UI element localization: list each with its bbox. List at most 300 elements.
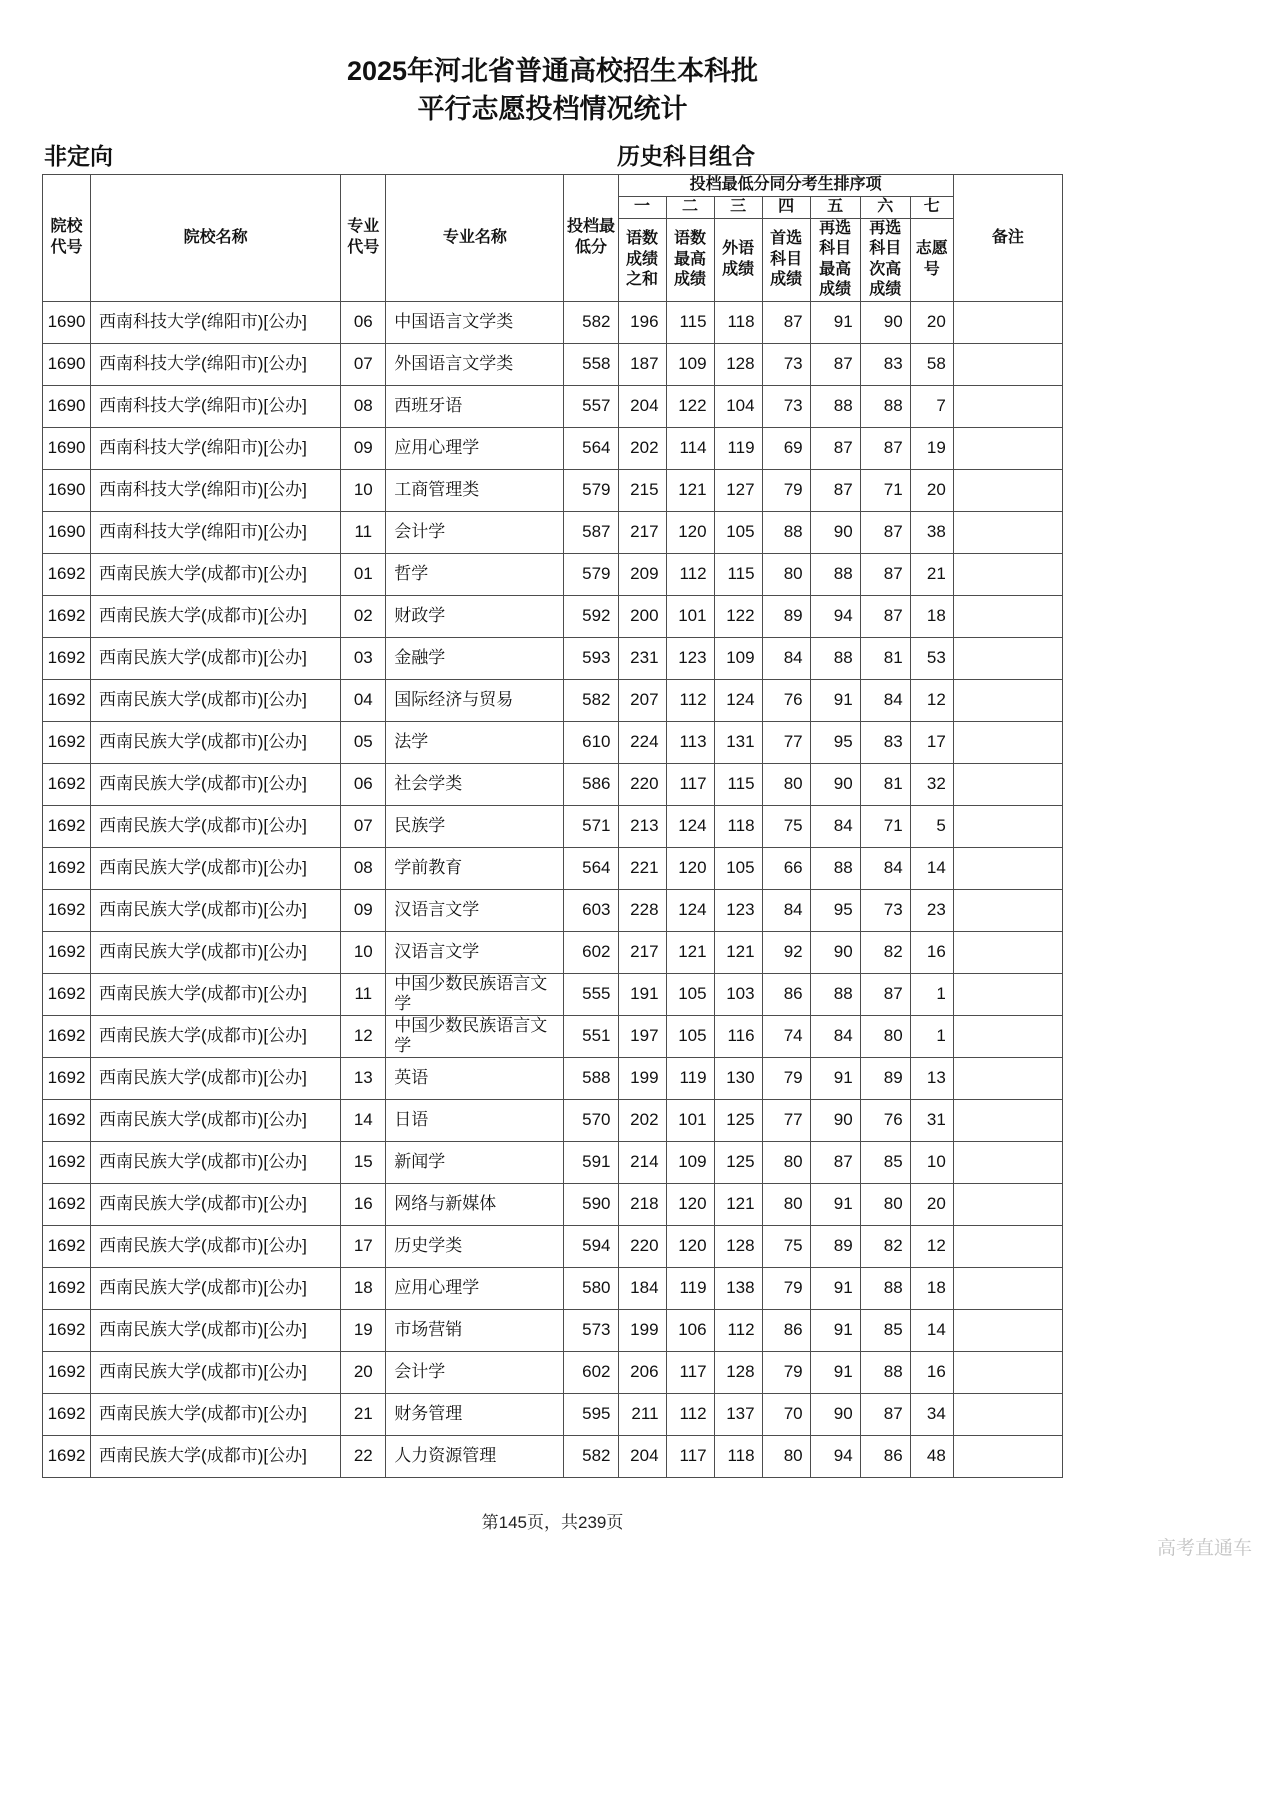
plan-type-label: 非定向 bbox=[44, 143, 113, 169]
cell-college-code: 1690 bbox=[43, 469, 91, 511]
cell-tiebreak-4: 89 bbox=[762, 595, 810, 637]
cell-college-code: 1690 bbox=[43, 427, 91, 469]
cell-college-code: 1692 bbox=[43, 931, 91, 973]
header-tiebreak-2-label: 语数最高成绩 bbox=[666, 219, 714, 302]
cell-tiebreak-3: 116 bbox=[714, 1015, 762, 1057]
cell-min-score: 592 bbox=[564, 595, 618, 637]
cell-remarks bbox=[953, 973, 1062, 1015]
cell-tiebreak-3: 127 bbox=[714, 469, 762, 511]
cell-tiebreak-1: 191 bbox=[618, 973, 666, 1015]
cell-min-score: 582 bbox=[564, 1435, 618, 1477]
table-row bbox=[43, 511, 1063, 553]
cell-major-name: 财务管理 bbox=[386, 1393, 564, 1435]
table-row bbox=[43, 1351, 1063, 1393]
cell-min-score: 555 bbox=[564, 973, 618, 1015]
cell-tiebreak-1: 217 bbox=[618, 511, 666, 553]
cell-tiebreak-6: 85 bbox=[860, 1309, 910, 1351]
cell-major-name: 应用心理学 bbox=[386, 427, 564, 469]
cell-college-name: 西南科技大学(绵阳市)[公办] bbox=[91, 511, 341, 553]
cell-tiebreak-4: 79 bbox=[762, 1351, 810, 1393]
header-tiebreak-3-num: 三 bbox=[714, 197, 762, 219]
cell-tiebreak-7: 17 bbox=[910, 721, 953, 763]
cell-college-code: 1692 bbox=[43, 1099, 91, 1141]
cell-tiebreak-4: 80 bbox=[762, 1141, 810, 1183]
cell-major-name: 历史学类 bbox=[386, 1225, 564, 1267]
cell-college-name: 西南科技大学(绵阳市)[公办] bbox=[91, 385, 341, 427]
cell-college-name: 西南民族大学(成都市)[公办] bbox=[91, 1351, 341, 1393]
cell-major-code: 10 bbox=[341, 931, 386, 973]
cell-tiebreak-1: 204 bbox=[618, 385, 666, 427]
cell-major-code: 16 bbox=[341, 1183, 386, 1225]
cell-tiebreak-4: 84 bbox=[762, 637, 810, 679]
cell-min-score: 551 bbox=[564, 1015, 618, 1057]
cell-college-name: 西南科技大学(绵阳市)[公办] bbox=[91, 427, 341, 469]
cell-tiebreak-5: 91 bbox=[810, 1267, 860, 1309]
cell-tiebreak-3: 137 bbox=[714, 1393, 762, 1435]
cell-tiebreak-2: 119 bbox=[666, 1057, 714, 1099]
cell-major-code: 05 bbox=[341, 721, 386, 763]
cell-major-code: 11 bbox=[341, 973, 386, 1015]
cell-tiebreak-3: 115 bbox=[714, 763, 762, 805]
cell-min-score: 564 bbox=[564, 847, 618, 889]
cell-major-name: 工商管理类 bbox=[386, 469, 564, 511]
cell-tiebreak-1: 220 bbox=[618, 1225, 666, 1267]
cell-tiebreak-7: 18 bbox=[910, 1267, 953, 1309]
cell-tiebreak-3: 130 bbox=[714, 1057, 762, 1099]
cell-major-code: 22 bbox=[341, 1435, 386, 1477]
cell-college-name: 西南民族大学(成都市)[公办] bbox=[91, 637, 341, 679]
cell-tiebreak-1: 213 bbox=[618, 805, 666, 847]
cell-tiebreak-2: 124 bbox=[666, 889, 714, 931]
table-row bbox=[43, 469, 1063, 511]
cell-remarks bbox=[953, 1099, 1062, 1141]
cell-tiebreak-2: 121 bbox=[666, 931, 714, 973]
cell-tiebreak-1: 231 bbox=[618, 637, 666, 679]
table-row bbox=[43, 1141, 1063, 1183]
cell-major-code: 10 bbox=[341, 469, 386, 511]
cell-major-name: 市场营销 bbox=[386, 1309, 564, 1351]
cell-tiebreak-6: 82 bbox=[860, 1225, 910, 1267]
cell-major-code: 06 bbox=[341, 763, 386, 805]
cell-tiebreak-1: 196 bbox=[618, 301, 666, 343]
cell-tiebreak-5: 90 bbox=[810, 1099, 860, 1141]
cell-tiebreak-5: 90 bbox=[810, 511, 860, 553]
table-row bbox=[43, 805, 1063, 847]
cell-tiebreak-3: 104 bbox=[714, 385, 762, 427]
cell-tiebreak-7: 32 bbox=[910, 763, 953, 805]
cell-tiebreak-6: 84 bbox=[860, 679, 910, 721]
cell-tiebreak-2: 120 bbox=[666, 1183, 714, 1225]
cell-tiebreak-1: 228 bbox=[618, 889, 666, 931]
header-tiebreak-4-num: 四 bbox=[762, 197, 810, 219]
cell-tiebreak-7: 58 bbox=[910, 343, 953, 385]
cell-remarks bbox=[953, 301, 1062, 343]
cell-min-score: 579 bbox=[564, 469, 618, 511]
cell-tiebreak-6: 87 bbox=[860, 595, 910, 637]
cell-remarks bbox=[953, 511, 1062, 553]
cell-min-score: 571 bbox=[564, 805, 618, 847]
cell-tiebreak-2: 121 bbox=[666, 469, 714, 511]
cell-remarks bbox=[953, 595, 1062, 637]
header-major-code: 专业代号 bbox=[341, 175, 386, 302]
cell-college-name: 西南民族大学(成都市)[公办] bbox=[91, 1141, 341, 1183]
cell-college-name: 西南民族大学(成都市)[公办] bbox=[91, 1183, 341, 1225]
cell-college-code: 1692 bbox=[43, 1351, 91, 1393]
cell-major-name: 社会学类 bbox=[386, 763, 564, 805]
cell-tiebreak-4: 80 bbox=[762, 763, 810, 805]
cell-tiebreak-6: 88 bbox=[860, 385, 910, 427]
cell-tiebreak-7: 20 bbox=[910, 1183, 953, 1225]
table-row bbox=[43, 385, 1063, 427]
cell-major-code: 12 bbox=[341, 1015, 386, 1057]
cell-remarks bbox=[953, 1015, 1062, 1057]
table-row bbox=[43, 1435, 1063, 1477]
header-college-name: 院校名称 bbox=[91, 175, 341, 302]
cell-tiebreak-6: 88 bbox=[860, 1351, 910, 1393]
cell-major-code: 08 bbox=[341, 847, 386, 889]
cell-college-code: 1692 bbox=[43, 805, 91, 847]
cell-min-score: 570 bbox=[564, 1099, 618, 1141]
cell-college-name: 西南民族大学(成都市)[公办] bbox=[91, 1309, 341, 1351]
cell-tiebreak-7: 21 bbox=[910, 553, 953, 595]
header-tiebreak-1-label: 语数成绩之和 bbox=[618, 219, 666, 302]
cell-tiebreak-5: 84 bbox=[810, 1015, 860, 1057]
header-tiebreak-7-num: 七 bbox=[910, 197, 953, 219]
cell-remarks bbox=[953, 1225, 1062, 1267]
cell-college-code: 1692 bbox=[43, 679, 91, 721]
cell-tiebreak-1: 220 bbox=[618, 763, 666, 805]
cell-tiebreak-4: 73 bbox=[762, 343, 810, 385]
cell-tiebreak-4: 76 bbox=[762, 679, 810, 721]
cell-tiebreak-2: 117 bbox=[666, 763, 714, 805]
cell-tiebreak-5: 90 bbox=[810, 763, 860, 805]
cell-college-code: 1692 bbox=[43, 1435, 91, 1477]
cell-major-code: 21 bbox=[341, 1393, 386, 1435]
cell-min-score: 582 bbox=[564, 679, 618, 721]
table-row bbox=[43, 763, 1063, 805]
cell-tiebreak-6: 73 bbox=[860, 889, 910, 931]
cell-tiebreak-1: 207 bbox=[618, 679, 666, 721]
cell-major-name: 网络与新媒体 bbox=[386, 1183, 564, 1225]
cell-tiebreak-2: 112 bbox=[666, 553, 714, 595]
cell-major-name: 会计学 bbox=[386, 1351, 564, 1393]
cell-major-name: 应用心理学 bbox=[386, 1267, 564, 1309]
cell-tiebreak-4: 80 bbox=[762, 553, 810, 595]
cell-remarks bbox=[953, 427, 1062, 469]
cell-major-name: 民族学 bbox=[386, 805, 564, 847]
cell-remarks bbox=[953, 721, 1062, 763]
cell-tiebreak-6: 81 bbox=[860, 763, 910, 805]
table-row bbox=[43, 1099, 1063, 1141]
cell-college-code: 1692 bbox=[43, 973, 91, 1015]
cell-major-name: 中国少数民族语言文学 bbox=[386, 1015, 564, 1057]
cell-college-code: 1692 bbox=[43, 637, 91, 679]
cell-tiebreak-1: 200 bbox=[618, 595, 666, 637]
table-row bbox=[43, 1015, 1063, 1057]
cell-min-score: 579 bbox=[564, 553, 618, 595]
cell-college-name: 西南民族大学(成都市)[公办] bbox=[91, 889, 341, 931]
cell-major-code: 06 bbox=[341, 301, 386, 343]
cell-major-name: 汉语言文学 bbox=[386, 889, 564, 931]
cell-major-name: 哲学 bbox=[386, 553, 564, 595]
cell-tiebreak-6: 81 bbox=[860, 637, 910, 679]
cell-tiebreak-1: 202 bbox=[618, 427, 666, 469]
header-tiebreak-5-num: 五 bbox=[810, 197, 860, 219]
cell-tiebreak-4: 77 bbox=[762, 721, 810, 763]
cell-tiebreak-2: 124 bbox=[666, 805, 714, 847]
page-title-line2: 平行志愿投档情况统计 bbox=[417, 94, 688, 124]
cell-tiebreak-7: 20 bbox=[910, 469, 953, 511]
cell-tiebreak-7: 53 bbox=[910, 637, 953, 679]
cell-min-score: 586 bbox=[564, 763, 618, 805]
cell-tiebreak-6: 84 bbox=[860, 847, 910, 889]
cell-tiebreak-3: 128 bbox=[714, 343, 762, 385]
cell-tiebreak-4: 87 bbox=[762, 301, 810, 343]
cell-remarks bbox=[953, 637, 1062, 679]
cell-tiebreak-2: 122 bbox=[666, 385, 714, 427]
cell-college-code: 1690 bbox=[43, 343, 91, 385]
cell-college-code: 1692 bbox=[43, 1057, 91, 1099]
cell-tiebreak-4: 86 bbox=[762, 973, 810, 1015]
cell-college-name: 西南民族大学(成都市)[公办] bbox=[91, 973, 341, 1015]
cell-major-code: 07 bbox=[341, 805, 386, 847]
cell-tiebreak-2: 105 bbox=[666, 1015, 714, 1057]
cell-tiebreak-2: 120 bbox=[666, 511, 714, 553]
table-row bbox=[43, 889, 1063, 931]
cell-college-name: 西南民族大学(成都市)[公办] bbox=[91, 1099, 341, 1141]
cell-tiebreak-4: 75 bbox=[762, 1225, 810, 1267]
table-row bbox=[43, 553, 1063, 595]
cell-remarks bbox=[953, 1309, 1062, 1351]
cell-tiebreak-2: 109 bbox=[666, 343, 714, 385]
table-header bbox=[43, 175, 1063, 302]
cell-tiebreak-3: 125 bbox=[714, 1099, 762, 1141]
table-row bbox=[43, 847, 1063, 889]
cell-tiebreak-7: 16 bbox=[910, 1351, 953, 1393]
cell-tiebreak-5: 87 bbox=[810, 427, 860, 469]
cell-college-name: 西南民族大学(成都市)[公办] bbox=[91, 805, 341, 847]
cell-major-code: 09 bbox=[341, 427, 386, 469]
cell-major-name: 日语 bbox=[386, 1099, 564, 1141]
cell-college-name: 西南民族大学(成都市)[公办] bbox=[91, 595, 341, 637]
header-major-name: 专业名称 bbox=[386, 175, 564, 302]
cell-min-score: 593 bbox=[564, 637, 618, 679]
cell-college-name: 西南民族大学(成都市)[公办] bbox=[91, 1225, 341, 1267]
cell-tiebreak-5: 87 bbox=[810, 1141, 860, 1183]
cell-college-code: 1692 bbox=[43, 1309, 91, 1351]
cell-tiebreak-2: 119 bbox=[666, 1267, 714, 1309]
cell-tiebreak-3: 103 bbox=[714, 973, 762, 1015]
cell-tiebreak-6: 80 bbox=[860, 1183, 910, 1225]
cell-remarks bbox=[953, 847, 1062, 889]
cell-tiebreak-4: 74 bbox=[762, 1015, 810, 1057]
cell-tiebreak-1: 206 bbox=[618, 1351, 666, 1393]
cell-major-name: 人力资源管理 bbox=[386, 1435, 564, 1477]
cell-tiebreak-3: 118 bbox=[714, 805, 762, 847]
cell-tiebreak-2: 113 bbox=[666, 721, 714, 763]
cell-major-code: 02 bbox=[341, 595, 386, 637]
cell-tiebreak-3: 121 bbox=[714, 931, 762, 973]
cell-major-code: 15 bbox=[341, 1141, 386, 1183]
cell-min-score: 588 bbox=[564, 1057, 618, 1099]
header-tiebreak-group: 投档最低分同分考生排序项 bbox=[618, 175, 953, 197]
cell-college-name: 西南民族大学(成都市)[公办] bbox=[91, 1015, 341, 1057]
cell-tiebreak-2: 123 bbox=[666, 637, 714, 679]
cell-tiebreak-3: 119 bbox=[714, 427, 762, 469]
cell-tiebreak-5: 91 bbox=[810, 1183, 860, 1225]
header-college-code: 院校代号 bbox=[43, 175, 91, 302]
cell-college-name: 西南民族大学(成都市)[公办] bbox=[91, 847, 341, 889]
cell-college-code: 1692 bbox=[43, 553, 91, 595]
cell-tiebreak-2: 109 bbox=[666, 1141, 714, 1183]
header-remarks: 备注 bbox=[953, 175, 1062, 302]
cell-major-code: 03 bbox=[341, 637, 386, 679]
cell-min-score: 582 bbox=[564, 301, 618, 343]
cell-min-score: 590 bbox=[564, 1183, 618, 1225]
cell-min-score: 573 bbox=[564, 1309, 618, 1351]
cell-tiebreak-1: 221 bbox=[618, 847, 666, 889]
cell-tiebreak-3: 105 bbox=[714, 847, 762, 889]
table-row bbox=[43, 427, 1063, 469]
cell-tiebreak-7: 14 bbox=[910, 847, 953, 889]
cell-tiebreak-2: 115 bbox=[666, 301, 714, 343]
cell-tiebreak-4: 73 bbox=[762, 385, 810, 427]
table-row bbox=[43, 679, 1063, 721]
cell-min-score: 610 bbox=[564, 721, 618, 763]
cell-tiebreak-6: 71 bbox=[860, 805, 910, 847]
cell-tiebreak-5: 88 bbox=[810, 847, 860, 889]
cell-tiebreak-1: 204 bbox=[618, 1435, 666, 1477]
cell-tiebreak-7: 13 bbox=[910, 1057, 953, 1099]
cell-major-name: 学前教育 bbox=[386, 847, 564, 889]
cell-tiebreak-1: 214 bbox=[618, 1141, 666, 1183]
cell-tiebreak-7: 12 bbox=[910, 1225, 953, 1267]
cell-min-score: 603 bbox=[564, 889, 618, 931]
cell-min-score: 558 bbox=[564, 343, 618, 385]
cell-tiebreak-2: 112 bbox=[666, 679, 714, 721]
table-row bbox=[43, 1225, 1063, 1267]
cell-tiebreak-6: 71 bbox=[860, 469, 910, 511]
cell-college-name: 西南民族大学(成都市)[公办] bbox=[91, 721, 341, 763]
table-row bbox=[43, 1393, 1063, 1435]
cell-tiebreak-6: 86 bbox=[860, 1435, 910, 1477]
watermark: 高考直通车 bbox=[1156, 1538, 1252, 1559]
cell-tiebreak-7: 10 bbox=[910, 1141, 953, 1183]
cell-tiebreak-5: 90 bbox=[810, 931, 860, 973]
cell-tiebreak-3: 118 bbox=[714, 1435, 762, 1477]
cell-college-name: 西南民族大学(成都市)[公办] bbox=[91, 1267, 341, 1309]
header-tiebreak-3-label: 外语成绩 bbox=[714, 219, 762, 302]
cell-tiebreak-1: 199 bbox=[618, 1057, 666, 1099]
table-row bbox=[43, 1183, 1063, 1225]
cell-min-score: 594 bbox=[564, 1225, 618, 1267]
cell-tiebreak-6: 87 bbox=[860, 427, 910, 469]
cell-college-name: 西南民族大学(成都市)[公办] bbox=[91, 1057, 341, 1099]
cell-tiebreak-5: 95 bbox=[810, 721, 860, 763]
cell-major-name: 财政学 bbox=[386, 595, 564, 637]
cell-tiebreak-5: 88 bbox=[810, 973, 860, 1015]
cell-tiebreak-6: 87 bbox=[860, 553, 910, 595]
cell-tiebreak-7: 14 bbox=[910, 1309, 953, 1351]
cell-remarks bbox=[953, 1435, 1062, 1477]
cell-college-name: 西南民族大学(成都市)[公办] bbox=[91, 679, 341, 721]
cell-tiebreak-4: 92 bbox=[762, 931, 810, 973]
cell-tiebreak-3: 123 bbox=[714, 889, 762, 931]
cell-tiebreak-4: 77 bbox=[762, 1099, 810, 1141]
cell-min-score: 587 bbox=[564, 511, 618, 553]
header-tiebreak-4-label: 首选科目成绩 bbox=[762, 219, 810, 302]
cell-college-code: 1692 bbox=[43, 1183, 91, 1225]
cell-tiebreak-6: 88 bbox=[860, 1267, 910, 1309]
cell-tiebreak-2: 120 bbox=[666, 1225, 714, 1267]
cell-min-score: 595 bbox=[564, 1393, 618, 1435]
cell-tiebreak-3: 105 bbox=[714, 511, 762, 553]
cell-remarks bbox=[953, 553, 1062, 595]
cell-tiebreak-5: 89 bbox=[810, 1225, 860, 1267]
cell-tiebreak-1: 217 bbox=[618, 931, 666, 973]
cell-remarks bbox=[953, 1267, 1062, 1309]
cell-college-name: 西南民族大学(成都市)[公办] bbox=[91, 763, 341, 805]
cell-tiebreak-6: 83 bbox=[860, 721, 910, 763]
cell-tiebreak-5: 91 bbox=[810, 679, 860, 721]
cell-tiebreak-1: 202 bbox=[618, 1099, 666, 1141]
cell-tiebreak-2: 106 bbox=[666, 1309, 714, 1351]
cell-tiebreak-1: 224 bbox=[618, 721, 666, 763]
cell-tiebreak-6: 89 bbox=[860, 1057, 910, 1099]
cell-tiebreak-7: 19 bbox=[910, 427, 953, 469]
cell-tiebreak-7: 12 bbox=[910, 679, 953, 721]
cell-tiebreak-7: 34 bbox=[910, 1393, 953, 1435]
header-tiebreak-5-label: 再选科目最高成绩 bbox=[810, 219, 860, 302]
cell-college-code: 1692 bbox=[43, 1225, 91, 1267]
page-title-line1: 2025年河北省普通高校招生本科批 bbox=[346, 56, 759, 86]
cell-major-name: 中国少数民族语言文学 bbox=[386, 973, 564, 1015]
cell-major-code: 19 bbox=[341, 1309, 386, 1351]
cell-college-code: 1690 bbox=[43, 385, 91, 427]
cell-tiebreak-6: 85 bbox=[860, 1141, 910, 1183]
table-row bbox=[43, 637, 1063, 679]
cell-major-name: 西班牙语 bbox=[386, 385, 564, 427]
subject-group-label: 历史科目组合 bbox=[617, 143, 755, 169]
cell-tiebreak-5: 94 bbox=[810, 1435, 860, 1477]
cell-tiebreak-7: 1 bbox=[910, 973, 953, 1015]
cell-major-code: 08 bbox=[341, 385, 386, 427]
cell-college-code: 1692 bbox=[43, 1393, 91, 1435]
cell-major-code: 04 bbox=[341, 679, 386, 721]
table-row bbox=[43, 1309, 1063, 1351]
cell-tiebreak-6: 82 bbox=[860, 931, 910, 973]
cell-college-code: 1690 bbox=[43, 511, 91, 553]
cell-tiebreak-4: 80 bbox=[762, 1435, 810, 1477]
cell-major-name: 新闻学 bbox=[386, 1141, 564, 1183]
cell-college-name: 西南民族大学(成都市)[公办] bbox=[91, 553, 341, 595]
cell-tiebreak-1: 184 bbox=[618, 1267, 666, 1309]
cell-tiebreak-6: 90 bbox=[860, 301, 910, 343]
header-tiebreak-6-num: 六 bbox=[860, 197, 910, 219]
cell-tiebreak-5: 91 bbox=[810, 1351, 860, 1393]
cell-min-score: 602 bbox=[564, 931, 618, 973]
cell-college-name: 西南科技大学(绵阳市)[公办] bbox=[91, 469, 341, 511]
cell-tiebreak-3: 131 bbox=[714, 721, 762, 763]
cell-tiebreak-1: 218 bbox=[618, 1183, 666, 1225]
cell-tiebreak-4: 79 bbox=[762, 1057, 810, 1099]
cell-tiebreak-2: 105 bbox=[666, 973, 714, 1015]
cell-tiebreak-2: 101 bbox=[666, 595, 714, 637]
cell-remarks bbox=[953, 889, 1062, 931]
page bbox=[42, 0, 1063, 1533]
cell-remarks bbox=[953, 343, 1062, 385]
cell-tiebreak-7: 5 bbox=[910, 805, 953, 847]
